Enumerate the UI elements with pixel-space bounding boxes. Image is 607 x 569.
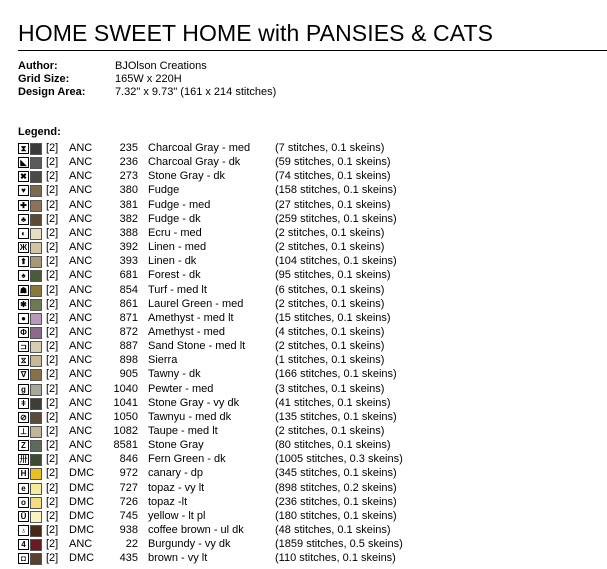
color-swatch xyxy=(30,270,42,282)
thread-color-name: Sierra xyxy=(148,354,178,367)
color-swatch xyxy=(30,327,42,339)
legend-row xyxy=(0,155,607,169)
strand-count: [2] xyxy=(46,325,59,338)
color-swatch xyxy=(30,483,42,495)
color-swatch xyxy=(30,525,42,537)
thread-color-name: topaz -lt xyxy=(148,495,188,508)
color-swatch xyxy=(30,511,42,523)
thread-number: 681 xyxy=(119,269,138,282)
color-swatch xyxy=(30,299,42,311)
strand-count: [2] xyxy=(46,495,59,508)
strand-count: [2] xyxy=(46,396,59,409)
stitch-info: (15 stitches, 0.1 skeins) xyxy=(275,311,391,324)
strand-count: [2] xyxy=(46,340,59,353)
thread-number: 273 xyxy=(119,170,138,183)
pattern-title: HOME SWEET HOME with PANSIES & CATS xyxy=(18,20,494,46)
strand-count: [2] xyxy=(46,509,59,522)
thread-color-name: topaz - vy lt xyxy=(148,481,205,494)
thread-number: 22 xyxy=(125,538,138,551)
stitch-info: (259 stitches, 0.1 skeins) xyxy=(275,212,397,225)
thread-brand: ANC xyxy=(69,410,93,423)
thread-brand: ANC xyxy=(69,311,93,324)
strand-count: [2] xyxy=(46,198,59,211)
thread-color-name: Pewter - med xyxy=(148,382,214,395)
legend-row xyxy=(0,466,607,480)
color-swatch xyxy=(30,426,42,438)
strand-count: [2] xyxy=(46,382,59,395)
legend-row xyxy=(0,254,607,268)
thread-number: 972 xyxy=(119,467,138,480)
stitch-info: (2 stitches, 0.1 skeins) xyxy=(275,297,385,310)
thread-color-name: Fudge - dk xyxy=(148,212,201,225)
author-value: BJOlson Creations xyxy=(115,60,207,72)
strand-count: [2] xyxy=(46,255,59,268)
color-swatch xyxy=(30,313,42,325)
legend-symbol-icon: ◘ xyxy=(18,553,29,564)
thread-color-name: Stone Gray - dk xyxy=(148,170,226,183)
color-swatch xyxy=(30,157,42,169)
legend-symbol-icon: ◣ xyxy=(18,157,29,168)
thread-color-name: Tawny - dk xyxy=(148,368,201,381)
thread-brand: DMC xyxy=(69,481,95,494)
thread-color-name: Taupe - med lt xyxy=(148,425,218,437)
color-swatch xyxy=(30,553,42,565)
thread-number: 1082 xyxy=(113,425,138,437)
stitch-info: (158 stitches, 0.1 skeins) xyxy=(275,184,397,197)
thread-number: 745 xyxy=(119,509,138,522)
thread-color-name: Burgundy - vy dk xyxy=(148,538,231,551)
legend-symbol-icon: H xyxy=(18,468,29,479)
legend-row xyxy=(0,268,607,282)
legend-symbol-icon: ⧖ xyxy=(18,355,29,366)
thread-number: 1050 xyxy=(113,410,138,423)
strand-count: [2] xyxy=(46,156,59,169)
legend-symbol-icon: Ж xyxy=(19,243,28,253)
thread-number: 727 xyxy=(119,481,138,494)
thread-number: 726 xyxy=(119,495,138,508)
stitch-info: (1 stitches, 0.1 skeins) xyxy=(275,354,385,367)
legend-row xyxy=(0,141,607,155)
strand-count: [2] xyxy=(46,226,59,239)
thread-number: 887 xyxy=(119,340,138,353)
color-swatch xyxy=(30,355,42,367)
legend-symbol-icon: ♣ xyxy=(18,214,29,225)
thread-color-name: Sand Stone - med lt xyxy=(148,340,246,353)
strand-count: [2] xyxy=(46,170,59,183)
thread-brand: ANC xyxy=(69,283,93,296)
legend-row xyxy=(0,283,607,297)
stitch-info: (180 stitches, 0.1 skeins) xyxy=(275,509,397,522)
thread-color-name: canary - dp xyxy=(148,467,204,480)
color-swatch xyxy=(30,468,42,480)
legend-symbol-icon: ✚ xyxy=(18,200,29,211)
legend-symbol-icon: ⧗ xyxy=(18,143,29,154)
legend-symbol-icon: ∇ xyxy=(18,369,29,380)
legend-row xyxy=(0,537,607,551)
thread-color-name: Stone Gray - vy dk xyxy=(148,396,240,409)
legend-row xyxy=(0,226,607,240)
design-area-label: Design Area: xyxy=(18,86,86,98)
stitch-info: (135 stitches, 0.1 skeins) xyxy=(275,410,397,423)
legend-row xyxy=(0,481,607,495)
thread-color-name: Ecru - med xyxy=(148,226,202,239)
strand-count: [2] xyxy=(46,297,59,310)
legend-row xyxy=(0,396,607,410)
stitch-info: (3 stitches, 0.1 skeins) xyxy=(275,382,385,395)
stitch-info: (236 stitches, 0.1 skeins) xyxy=(275,495,397,508)
thread-brand: ANC xyxy=(69,297,93,310)
thread-number: 938 xyxy=(119,524,138,537)
legend-symbol-icon: ⊘ xyxy=(18,412,29,423)
thread-brand: ANC xyxy=(69,241,93,254)
thread-color-name: Laurel Green - med xyxy=(148,297,244,310)
legend-symbol-icon: ♥ xyxy=(18,185,29,196)
thread-number: 872 xyxy=(119,325,138,338)
legend-symbol-icon: ✱ xyxy=(18,299,29,310)
color-swatch xyxy=(30,285,42,297)
legend-row xyxy=(0,297,607,311)
thread-color-name: Stone Gray xyxy=(148,439,204,452)
thread-number: 905 xyxy=(119,368,138,381)
thread-number: 381 xyxy=(119,198,138,211)
legend-symbol-icon: g xyxy=(18,384,29,395)
stitch-info: (2 stitches, 0.1 skeins) xyxy=(275,340,385,353)
stitch-info: (41 stitches, 0.1 skeins) xyxy=(275,396,391,409)
thread-color-name: Charcoal Gray - med xyxy=(148,142,251,154)
stitch-info: (27 stitches, 0.1 skeins) xyxy=(275,198,391,211)
thread-color-name: Fern Green - dk xyxy=(148,453,226,466)
stitch-info: (2 stitches, 0.1 skeins) xyxy=(275,425,385,437)
thread-brand: DMC xyxy=(69,552,95,565)
thread-color-name: Charcoal Gray - dk xyxy=(148,156,241,169)
stitch-info: (2 stitches, 0.1 skeins) xyxy=(275,241,385,254)
color-swatch xyxy=(30,412,42,424)
thread-color-name: Amethyst - med xyxy=(148,325,226,338)
strand-count: [2] xyxy=(46,142,59,154)
legend-symbol-icon: ♠ xyxy=(18,270,29,281)
legend-row xyxy=(0,240,607,254)
legend-row xyxy=(0,551,607,565)
thread-brand: DMC xyxy=(69,495,95,508)
thread-number: 1040 xyxy=(113,382,138,395)
thread-brand: ANC xyxy=(69,184,93,197)
strand-count: [2] xyxy=(46,552,59,565)
thread-color-name: Linen - dk xyxy=(148,255,197,268)
stitch-info: (7 stitches, 0.1 skeins) xyxy=(275,142,385,154)
legend-row xyxy=(0,367,607,381)
legend-symbol-icon: 4 xyxy=(18,539,29,550)
thread-color-name: Amethyst - med lt xyxy=(148,311,234,324)
thread-brand: ANC xyxy=(69,340,93,353)
legend-row xyxy=(0,353,607,367)
stitch-info: (74 stitches, 0.1 skeins) xyxy=(275,170,391,183)
legend-symbol-icon: ● xyxy=(18,313,29,324)
strand-count: [2] xyxy=(46,467,59,480)
stitch-info: (2 stitches, 0.1 skeins) xyxy=(275,226,385,239)
thread-color-name: Fudge - med xyxy=(148,198,211,211)
thread-number: 1041 xyxy=(113,396,138,409)
color-swatch xyxy=(30,242,42,254)
thread-color-name: yellow - lt pl xyxy=(148,509,206,522)
legend-symbol-icon: ⊥ xyxy=(18,426,29,437)
thread-number: 236 xyxy=(119,156,138,169)
thread-brand: ANC xyxy=(69,382,93,395)
stitch-info: (166 stitches, 0.1 skeins) xyxy=(275,368,397,381)
legend-symbol-icon: ⬆ xyxy=(18,256,29,267)
thread-number: 388 xyxy=(119,226,138,239)
thread-number: 861 xyxy=(119,297,138,310)
legend-symbol-icon: ☗ xyxy=(19,285,28,295)
color-swatch xyxy=(30,228,42,240)
stitch-info: (1859 stitches, 0.5 skeins) xyxy=(275,538,403,551)
thread-number: 898 xyxy=(119,354,138,367)
strand-count: [2] xyxy=(46,241,59,254)
design-area-value: 7.32" x 9.73" (161 x 214 stitches) xyxy=(115,86,277,98)
legend-row xyxy=(0,438,607,452)
legend-row xyxy=(0,311,607,325)
legend-row xyxy=(0,509,607,523)
stitch-info: (898 stitches, 0.2 skeins) xyxy=(275,481,397,494)
color-swatch xyxy=(30,341,42,353)
thread-color-name: coffee brown - ul dk xyxy=(148,524,244,537)
strand-count: [2] xyxy=(46,311,59,324)
thread-brand: ANC xyxy=(69,269,93,282)
legend-symbol-icon: ◐ xyxy=(18,228,29,239)
thread-color-name: Linen - med xyxy=(148,241,207,254)
thread-color-name: Turf - med lt xyxy=(148,283,207,296)
thread-color-name: Tawnyu - med dk xyxy=(148,410,232,423)
legend-row xyxy=(0,325,607,339)
legend-row xyxy=(0,212,607,226)
color-swatch xyxy=(30,454,42,466)
legend-row xyxy=(0,382,607,396)
strand-count: [2] xyxy=(46,368,59,381)
stitch-info: (80 stitches, 0.1 skeins) xyxy=(275,439,391,452)
strand-count: [2] xyxy=(46,354,59,367)
thread-number: 846 xyxy=(119,453,138,466)
color-swatch xyxy=(30,185,42,197)
strand-count: [2] xyxy=(46,524,59,537)
legend-symbol-icon: ǂ xyxy=(18,398,29,409)
legend-symbol-icon: Ũ xyxy=(18,511,29,522)
grid-size-label: Grid Size: xyxy=(18,73,70,85)
thread-number: 380 xyxy=(119,184,138,197)
color-swatch xyxy=(30,398,42,410)
thread-brand: ANC xyxy=(69,425,93,437)
legend-symbol-icon: ✖ xyxy=(18,171,29,182)
thread-number: 393 xyxy=(119,255,138,268)
strand-count: [2] xyxy=(46,269,59,282)
thread-brand: ANC xyxy=(69,226,93,239)
stitch-info: (345 stitches, 0.1 skeins) xyxy=(275,467,397,480)
legend-row xyxy=(0,424,607,438)
grid-size-value: 165W x 220H xyxy=(115,73,182,85)
strand-count: [2] xyxy=(46,439,59,452)
thread-number: 382 xyxy=(119,212,138,225)
strand-count: [2] xyxy=(46,425,59,437)
strand-count: [2] xyxy=(46,212,59,225)
thread-brand: ANC xyxy=(69,439,93,452)
stitch-info: (48 stitches, 0.1 skeins) xyxy=(275,524,391,537)
thread-brand: ANC xyxy=(69,354,93,367)
color-swatch xyxy=(30,440,42,452)
legend-symbol-icon: Z xyxy=(18,440,29,451)
thread-number: 392 xyxy=(119,241,138,254)
thread-brand: ANC xyxy=(69,453,93,466)
color-swatch xyxy=(30,369,42,381)
strand-count: [2] xyxy=(46,283,59,296)
thread-color-name: Forest - dk xyxy=(148,269,201,282)
thread-brand: DMC xyxy=(69,524,95,537)
title-divider xyxy=(18,50,607,51)
legend-row xyxy=(0,410,607,424)
thread-brand: ANC xyxy=(69,156,93,169)
legend-row xyxy=(0,169,607,183)
color-swatch xyxy=(30,256,42,268)
thread-number: 8581 xyxy=(113,439,138,452)
legend-symbol-icon: 卅 xyxy=(19,455,28,465)
legend-symbol-icon: o xyxy=(18,497,29,508)
thread-brand: DMC xyxy=(69,509,95,522)
strand-count: [2] xyxy=(46,453,59,466)
thread-brand: ANC xyxy=(69,368,93,381)
legend-symbol-icon: e xyxy=(18,483,29,494)
thread-brand: ANC xyxy=(69,396,93,409)
legend-row xyxy=(0,339,607,353)
thread-color-name: Fudge xyxy=(148,184,180,197)
stitch-info: (6 stitches, 0.1 skeins) xyxy=(275,283,385,296)
strand-count: [2] xyxy=(46,481,59,494)
color-swatch xyxy=(30,214,42,226)
legend-row xyxy=(0,198,607,212)
thread-brand: ANC xyxy=(69,212,93,225)
author-label: Author: xyxy=(18,60,58,72)
thread-brand: DMC xyxy=(69,467,95,480)
strand-count: [2] xyxy=(46,184,59,197)
thread-number: 435 xyxy=(119,552,138,565)
thread-brand: ANC xyxy=(69,255,93,268)
thread-brand: ANC xyxy=(69,325,93,338)
color-swatch xyxy=(30,539,42,551)
color-swatch xyxy=(30,200,42,212)
stitch-info: (59 stitches, 0.1 skeins) xyxy=(275,156,391,169)
color-swatch xyxy=(30,497,42,509)
stitch-info: (4 stitches, 0.1 skeins) xyxy=(275,325,385,338)
legend-row xyxy=(0,523,607,537)
strand-count: [2] xyxy=(46,538,59,551)
legend-row xyxy=(0,183,607,197)
stitch-info: (110 stitches, 0.1 skeins) xyxy=(275,552,396,565)
thread-brand: ANC xyxy=(69,142,93,154)
thread-brand: ANC xyxy=(69,170,93,183)
stitch-info: (95 stitches, 0.1 skeins) xyxy=(275,269,391,282)
stitch-info: (1005 stitches, 0.3 skeins) xyxy=(275,453,403,466)
legend-row xyxy=(0,495,607,509)
strand-count: [2] xyxy=(46,410,59,423)
thread-number: 235 xyxy=(119,142,138,154)
legend-symbol-icon: ♁ xyxy=(18,525,29,536)
color-swatch xyxy=(30,143,42,155)
legend-row xyxy=(0,452,607,466)
thread-brand: ANC xyxy=(69,198,93,211)
thread-brand: ANC xyxy=(69,538,93,551)
thread-number: 871 xyxy=(119,311,138,324)
legend-symbol-icon: Φ xyxy=(18,327,29,338)
legend-symbol-icon: ⊐ xyxy=(18,341,29,352)
stitch-info: (104 stitches, 0.1 skeins) xyxy=(275,255,397,268)
color-swatch xyxy=(30,384,42,396)
thread-number: 854 xyxy=(119,283,138,296)
legend-heading: Legend: xyxy=(18,126,61,138)
thread-color-name: brown - vy lt xyxy=(148,552,208,565)
color-swatch xyxy=(30,171,42,183)
